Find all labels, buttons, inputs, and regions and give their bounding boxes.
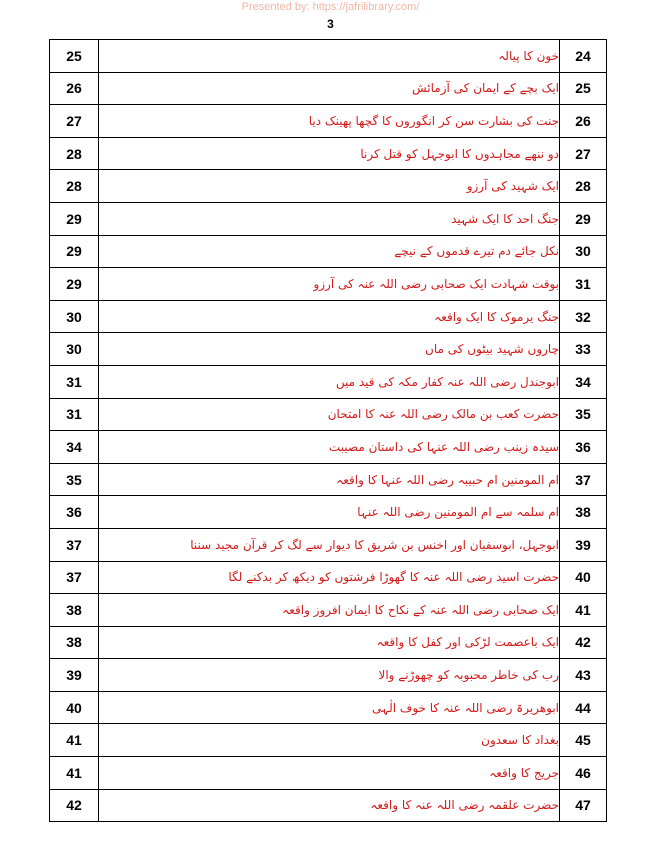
toc-page-number: 35 bbox=[50, 463, 99, 496]
toc-entry-number: 39 bbox=[560, 528, 607, 561]
toc-entry-number: 46 bbox=[560, 757, 607, 790]
toc-page-number: 37 bbox=[50, 561, 99, 594]
toc-entry-number: 24 bbox=[560, 40, 607, 73]
table-row bbox=[50, 137, 607, 170]
toc-entry-number: 28 bbox=[560, 170, 607, 203]
toc-page-number: 30 bbox=[50, 333, 99, 366]
toc-entry-title: جریج کا واقعہ bbox=[99, 757, 560, 790]
toc-entry-number: 44 bbox=[560, 691, 607, 724]
toc-page-number: 38 bbox=[50, 594, 99, 627]
table-row bbox=[50, 463, 607, 496]
toc-entry-number: 41 bbox=[560, 594, 607, 627]
table-row bbox=[50, 398, 607, 431]
toc-entry-title: بغداد کا سعدون bbox=[99, 724, 560, 757]
toc-page-number: 41 bbox=[50, 757, 99, 790]
toc-entry-title: حضرت علقمہ رضی اللہ عنہ کا واقعہ bbox=[99, 789, 560, 822]
presented-by-watermark: Presented by: https://jafrilibrary.com/ bbox=[241, 1, 420, 13]
toc-page-number: 38 bbox=[50, 626, 99, 659]
toc-entry-number: 35 bbox=[560, 398, 607, 431]
table-row bbox=[50, 528, 607, 561]
toc-entry-number: 37 bbox=[560, 463, 607, 496]
toc-entry-title: ابوھریرۃ رضی اللہ عنہ کا خوف الٰہی bbox=[99, 691, 560, 724]
toc-entry-number: 40 bbox=[560, 561, 607, 594]
toc-entry-title: دو ننھے مجاہدوں کا ابوجہل کو قتل کرنا bbox=[99, 137, 560, 170]
toc-entry-title: جنت کی بشارت سن کر انگوروں کا گچھا پھینک دیا bbox=[99, 105, 560, 138]
toc-entry-title: جنگ احد کا ایک شہید bbox=[99, 202, 560, 235]
toc-entry-title: خون کا پیالہ bbox=[99, 40, 560, 73]
table-row bbox=[50, 105, 607, 138]
table-row bbox=[50, 268, 607, 301]
table-row bbox=[50, 496, 607, 529]
toc-entry-title: ایک شہید کی آرزو bbox=[99, 170, 560, 203]
table-row bbox=[50, 626, 607, 659]
toc-entry-title: ام سلمہ سے ام المومنین رضی اللہ عنہا bbox=[99, 496, 560, 529]
toc-page-number: 28 bbox=[50, 170, 99, 203]
table-row bbox=[50, 691, 607, 724]
table-row bbox=[50, 300, 607, 333]
toc-page-number: 34 bbox=[50, 431, 99, 464]
toc-entry-number: 36 bbox=[560, 431, 607, 464]
table-row bbox=[50, 235, 607, 268]
toc-page-number: 36 bbox=[50, 496, 99, 529]
table-row bbox=[50, 72, 607, 105]
toc-entry-title: ایک باعصمت لڑکی اور کفل کا واقعہ bbox=[99, 626, 560, 659]
toc-page-number: 26 bbox=[50, 72, 99, 105]
toc-body bbox=[50, 40, 607, 822]
toc-page-number: 29 bbox=[50, 202, 99, 235]
table-row bbox=[50, 724, 607, 757]
toc-entry-title: ابوجندل رضی اللہ عنہ کفار مکہ کی قید میں bbox=[99, 365, 560, 398]
toc-entry-title: چاروں شہید بیٹوں کی ماں bbox=[99, 333, 560, 366]
toc-entry-title: رب کی خاطر محبوبہ کو چھوڑنے والا bbox=[99, 659, 560, 692]
toc-entry-title: ایک بچے کے ایمان کی آزمائش bbox=[99, 72, 560, 105]
toc-page-number: 42 bbox=[50, 789, 99, 822]
toc-entry-title: ام المومنین ام حبیبہ رضی اللہ عنہا کا واقعہ bbox=[99, 463, 560, 496]
toc-entry-title: نکل جائے دم تیرے قدموں کے نیچے bbox=[99, 235, 560, 268]
toc-page-number: 29 bbox=[50, 268, 99, 301]
table-row bbox=[50, 40, 607, 73]
toc-page-number: 25 bbox=[50, 40, 99, 73]
toc-entry-number: 31 bbox=[560, 268, 607, 301]
toc-entry-number: 47 bbox=[560, 789, 607, 822]
toc-entry-number: 30 bbox=[560, 235, 607, 268]
toc-page-number: 27 bbox=[50, 105, 99, 138]
toc-entry-number: 43 bbox=[560, 659, 607, 692]
table-row bbox=[50, 365, 607, 398]
toc-page-number: 31 bbox=[50, 398, 99, 431]
toc-page-number: 31 bbox=[50, 365, 99, 398]
toc-page-number: 39 bbox=[50, 659, 99, 692]
toc-entry-number: 45 bbox=[560, 724, 607, 757]
table-row bbox=[50, 659, 607, 692]
table-row bbox=[50, 757, 607, 790]
toc-page-number: 40 bbox=[50, 691, 99, 724]
toc-entry-number: 32 bbox=[560, 300, 607, 333]
table-row bbox=[50, 431, 607, 464]
toc-page-number: 29 bbox=[50, 235, 99, 268]
table-row bbox=[50, 202, 607, 235]
table-of-contents bbox=[49, 39, 607, 822]
toc-entry-number: 27 bbox=[560, 137, 607, 170]
toc-entry-number: 33 bbox=[560, 333, 607, 366]
toc-entry-title: بوقت شہادت ایک صحابی رضی اللہ عنہ کی آرزو bbox=[99, 268, 560, 301]
page-number: 3 bbox=[327, 17, 334, 31]
table-row bbox=[50, 170, 607, 203]
table-row bbox=[50, 594, 607, 627]
toc-entry-title: ابوجہل، ابوسفیان اور اخنس بن شریق کا دیوار سے لگ کر قرآن مجید سننا bbox=[99, 528, 560, 561]
toc-entry-number: 34 bbox=[560, 365, 607, 398]
toc-entry-title: جنگ یرموک کا ایک واقعہ bbox=[99, 300, 560, 333]
table-row bbox=[50, 789, 607, 822]
page-header bbox=[0, 0, 661, 31]
toc-page-number: 30 bbox=[50, 300, 99, 333]
toc-entry-number: 29 bbox=[560, 202, 607, 235]
toc-entry-number: 38 bbox=[560, 496, 607, 529]
toc-page-number: 37 bbox=[50, 528, 99, 561]
table-row bbox=[50, 561, 607, 594]
toc-page-number: 28 bbox=[50, 137, 99, 170]
toc-entry-title: ایک صحابی رضی اللہ عنہ کے نکاح کا ایمان افروز واقعہ bbox=[99, 594, 560, 627]
toc-entry-title: سیدہ زینب رضی اللہ عنہا کی داستان مصیبت bbox=[99, 431, 560, 464]
toc-entry-number: 25 bbox=[560, 72, 607, 105]
toc-page-number: 41 bbox=[50, 724, 99, 757]
toc-entry-number: 26 bbox=[560, 105, 607, 138]
toc-entry-title: حضرت کعب بن مالک رضی اللہ عنہ کا امتحان bbox=[99, 398, 560, 431]
toc-entry-title: حضرت اسید رضی اللہ عنہ کا گھوڑا فرشتوں کو دیکھ کر بدکنے لگا bbox=[99, 561, 560, 594]
toc-entry-number: 42 bbox=[560, 626, 607, 659]
table-row bbox=[50, 333, 607, 366]
